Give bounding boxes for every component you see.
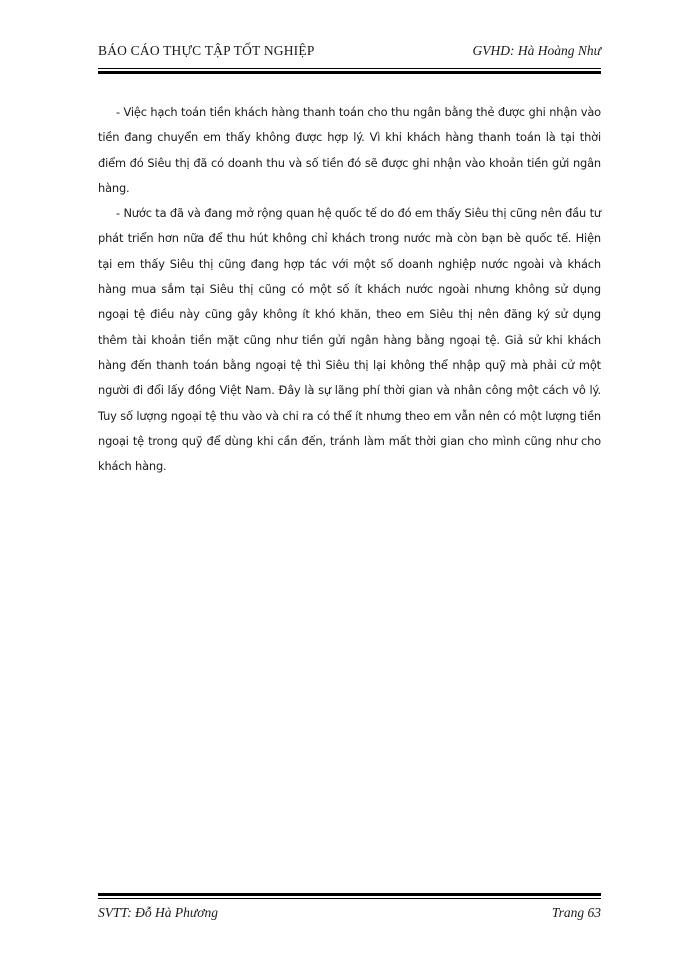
header-rule-thin bbox=[98, 68, 601, 69]
page-number: Trang 63 bbox=[551, 905, 601, 920]
page-header bbox=[98, 40, 601, 70]
paragraph-2: - Nước ta đã và đang mở rộng quan hệ quốc tế do đó em thấy Siêu thị cũng nên đầu tư phát triển hơn nữa để thu hút không chỉ khách trong nước mà còn bạn bè quốc tế. Hiện tại em thấy Siêu thị cũng đang hợp tác với một số doanh nghiệp nước ngoài và khách hàng mua sắm tại Siêu thị cũng có một số ít khách nước ngoài nhưng không sử dụng ngoại tệ điều này cũng gây không ít khó khăn, theo em Siêu thị nên đăng ký sử dụng thêm tài khoản tiền mặt cũng như tiền gửi ngân hàng bằng ngoại tệ. Giả sử khi khách hàng đến thanh toán bằng ngoại tệ thì Siêu thị lại không thể nhập quỹ mà phải cử một người đi đổi lấy đồng Việt Nam. Đây là sự lãng phí thời gian và nhân công một cách vô lý. Tuy số lượng ngoại tệ thu vào và chi ra có thể ít nhưng theo em vẫn nên có một lượng tiền ngoại tệ trong quỹ để dùng khi cần đến, tránh làm mất thời gian cho mình cũng như cho khách hàng. bbox=[98, 206, 601, 474]
supervisor-label: GVHD: Hà Hoàng Như bbox=[472, 43, 601, 58]
body-text bbox=[98, 100, 601, 479]
footer-rule-thin bbox=[98, 898, 601, 899]
student-label: SVTT: Đỗ Hà Phương bbox=[98, 905, 218, 920]
report-title: BÁO CÁO THỰC TẬP TỐT NGHIỆP bbox=[98, 43, 315, 58]
header-rule-thick bbox=[98, 71, 601, 74]
page-footer bbox=[98, 901, 601, 925]
footer-rule-thick bbox=[98, 893, 601, 896]
paragraph-1: - Việc hạch toán tiền khách hàng thanh toán cho thu ngân bằng thẻ được ghi nhận vào tiền đang chuyển em thấy không được hợp lý. Vì khi khách hàng thanh toán là tại thời điểm đó Siêu thị đã có doanh thu và số tiền đó sẽ được ghi nhận vào khoản tiền gửi ngân hàng. bbox=[98, 105, 601, 195]
